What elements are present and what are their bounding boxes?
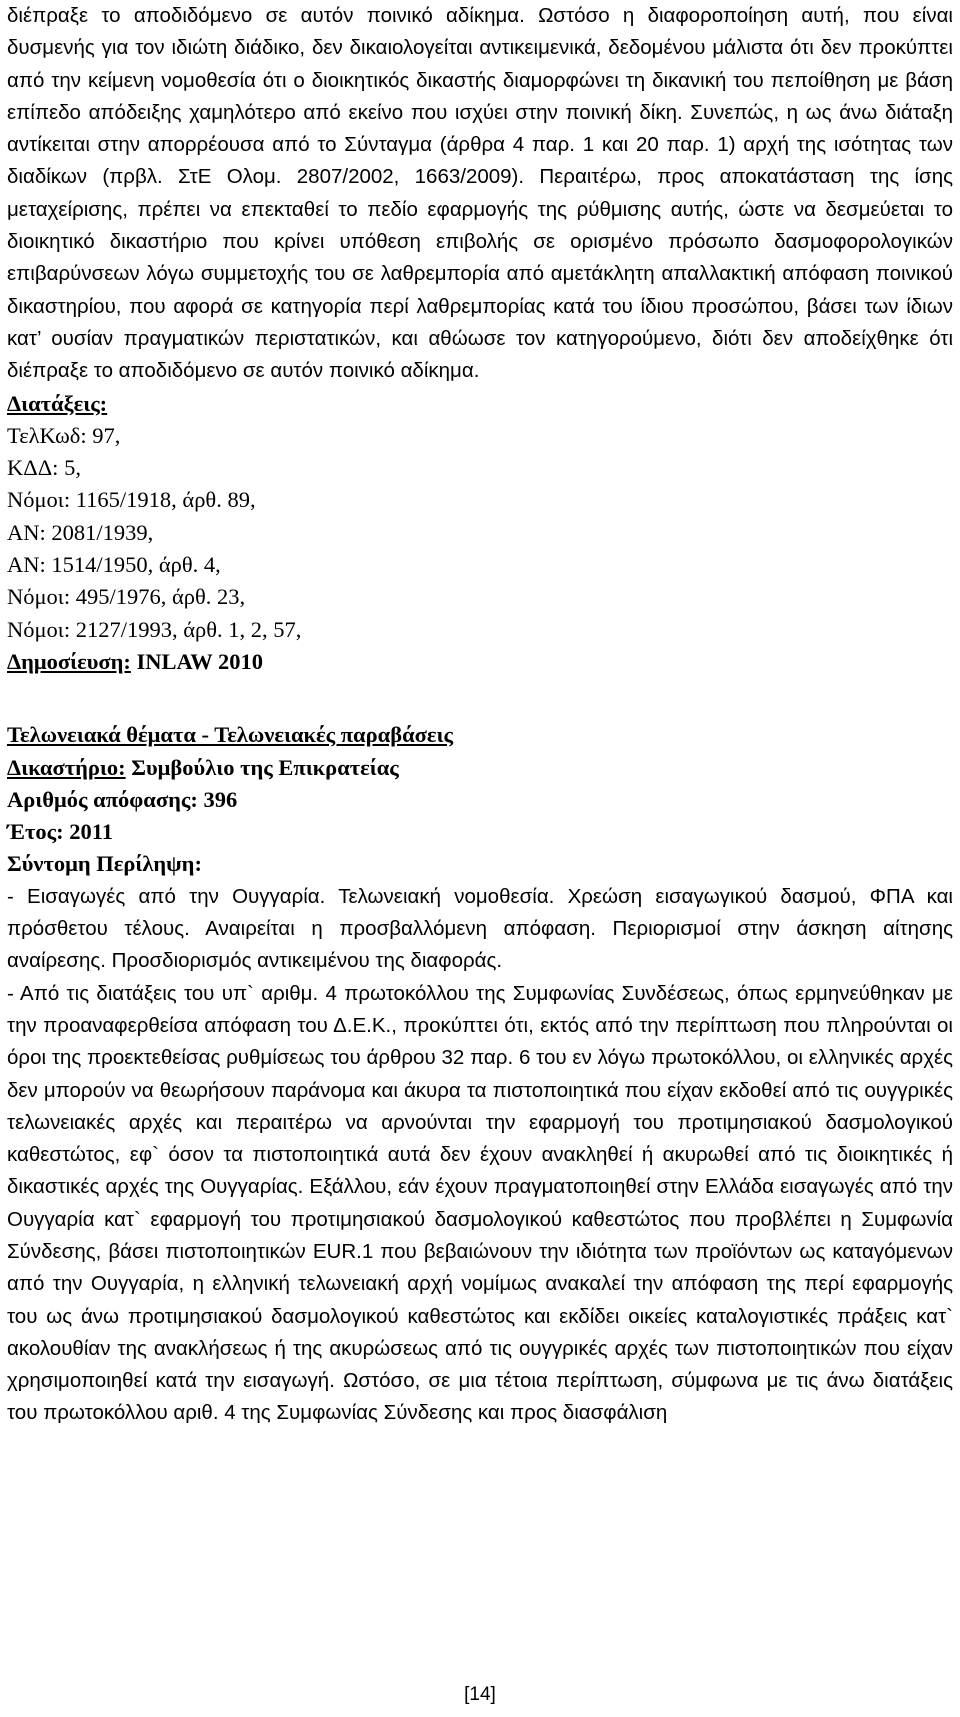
decision-number: Αριθμός απόφασης: 396 xyxy=(7,786,238,812)
provisions-section xyxy=(7,388,953,679)
provision-item: ΑΝ: 2081/1939, xyxy=(7,519,154,545)
publication-label: Δημοσίευση: xyxy=(7,648,131,674)
page-number: [14] xyxy=(464,1684,496,1705)
court-value: Συμβούλιο της Επικρατείας xyxy=(125,754,399,780)
provisions-heading: Διατάξεις: xyxy=(7,390,108,416)
publication-line xyxy=(7,646,953,678)
provision-item: Νόμοι: 495/1976, άρθ. 23, xyxy=(7,584,246,610)
summary-heading: Σύντομη Περίληψη: xyxy=(7,851,202,877)
provision-item: ΑΝ: 1514/1950, άρθ. 4, xyxy=(7,552,221,578)
court-label: Δικαστήριο: xyxy=(7,754,126,780)
summary-paragraph: - Από τις διατάξεις του υπ` αριθμ. 4 πρωτοκόλλου της Συμφωνίας Συνδέσεως, όπως ερμηνεύθηκαν με την προαναφερθείσα απόφαση του Δ.Ε.Κ., προκύπτει ότι, εκτός από την περίπτωση που πληρούνται οι όροι της προεκτεθείσας ρυθμίσεως του άρθρου 32 παρ. 6 του εν λόγω πρωτοκόλλου, οι ελληνικές αρχές δεν μπορούν να θεωρήσουν παράνομα και άκυρα τα πιστοποιητικά που είχαν εκδοθεί από τις ουγγρικές τελωνειακές αρχές και περαιτέρω να αρνούνται την εφαρμογή του προτιμησιακού δασμολογικού καθεστώτος, εφ` όσον τα πιστοποιητικά αυτά δεν έχουν ανακληθεί ή ακυρωθεί από τις διοικητικές ή δικαστικές αρχές της Ουγγαρίας. Εξάλλου, εάν έχουν πραγματοποιηθεί στην Ελλάδα εισαγωγές από την Ουγγαρία κατ` εφαρμογή του προτιμησιακού δασμολογικού καθεστώτος που προβλέπει η Συμφωνία Σύνδεσης, βάσει πιστοποιητικών EUR.1 που βεβαιώνουν την ιδιότητα των προϊόντων ως καταγόμενων από την Ουγγαρία, η ελληνική τελωνειακή αρχή νομίμως ανακαλεί την απόφαση της περί εφαρμογής του ως άνω προτιμησιακού δασμολογικού καθεστώτος και εκδίδει οικείες καταλογιστικές πράξεις κατ` ακολουθίαν της ανακλήσεως ή της ακυρώσεως από τις ουγγρικές αρχές των πιστοποιητικών που είχαν χρησιμοποιηθεί κατά την εισαγωγή. Ωστόσο, σε μια τέτοια περίπτωση, σύμφωνα με τις άνω διατάξεις του πρωτοκόλλου αριθ. 4 της Συμφωνίας Σύνδεσης και προς διασφάλιση xyxy=(7,981,953,1425)
publication-value: INLAW 2010 xyxy=(130,648,264,674)
provision-item: Νόμοι: 1165/1918, άρθ. 89, xyxy=(7,487,256,513)
intro-paragraph: διέπραξε το αποδιδόμενο σε αυτόν ποινικό αδίκημα. Ωστόσο η διαφοροποίηση αυτή, που είναι δυσμενής για τον ιδιώτη διάδικο, δεν δικαιολογείται αντικειμενικά, δεδομένου μάλιστα ότι δεν προκύπτει από την κείμενη νομοθεσία ότι ο διοικητικός δικαστής διαμορφώνει τη δικανική του πεποίθηση με βάση επίπεδο απόδειξης χαμηλότερο από εκείνο που ισχύει στην ποινική δίκη. Συνεπώς, η ως άνω διάταξη αντίκειται στην απορρέουσα από το Σύνταγμα (άρθρα 4 παρ. 1 και 20 παρ. 1) αρχή της ισότητας των διαδίκων (πρβλ. ΣτΕ Ολομ. 2807/2002, 1663/2009). Περαιτέρω, προς αποκατάσταση της ίσης μεταχείρισης, πρέπει να επεκταθεί το πεδίο εφαρμογής της ρύθμισης αυτής, ώστε να δεσμεύεται το διοικητικό δικαστήριο που κρίνει υπόθεση επιβολής σε ορισμένο πρόσωπο δασμοφορολογικών επιβαρύνσεων λόγω συμμετοχής του σε λαθρεμπορία από αμετάκλητη απαλλακτική απόφαση ποινικού δικαστηρίου, που αφορά σε κατηγορία περί λαθρεμπορίας κατά του ίδιου προσώπου, βάσει των ίδιων κατ’ ουσίαν πραγματικών περιστατικών, και αθώωσε τον κατηγορούμενο, διότι δεν αποδείχθηκε ότι διέπραξε το αποδιδόμενο σε αυτόν ποινικό αδίκημα. xyxy=(7,4,953,383)
summary-paragraph: - Εισαγωγές από την Ουγγαρία. Τελωνειακή νομοθεσία. Χρεώση εισαγωγικού δασμού, ΦΠΑ και πρόσθετου τέλους. Αναιρείται η προσβαλλόμενη απόφαση. Περιορισμοί στην άσκηση αίτησης αναίρεσης. Προσδιορισμός αντικειμένου της διαφοράς. xyxy=(7,884,953,973)
decision-year: Έτος: 2011 xyxy=(7,819,113,845)
case-header xyxy=(7,719,953,880)
provision-item: Νόμοι: 2127/1993, άρθ. 1, 2, 57, xyxy=(7,616,302,642)
case-topic: Τελωνειακά θέματα - Τελωνειακές παραβάσεις xyxy=(7,722,453,748)
court-line xyxy=(7,752,953,784)
section-gap xyxy=(7,678,953,719)
provision-item: ΚΔΔ: 5, xyxy=(7,455,81,481)
document-page xyxy=(7,0,953,1430)
provision-item: ΤελΚωδ: 97, xyxy=(7,422,121,448)
